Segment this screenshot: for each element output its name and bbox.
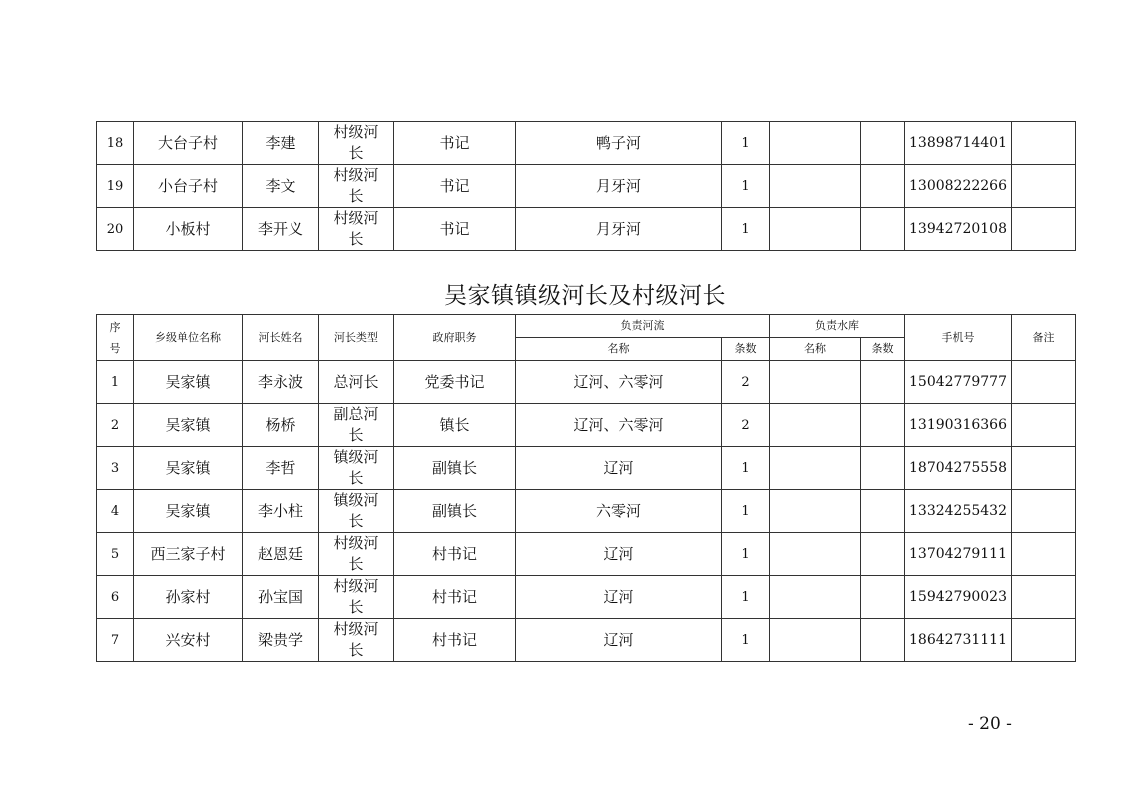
chief-name-cell: 李开义 (243, 208, 319, 251)
header-chief-name: 河长姓名 (243, 315, 319, 361)
note-cell (1012, 533, 1076, 576)
unit-name-cell: 小台子村 (134, 165, 243, 208)
serial-no-cell: 3 (97, 447, 134, 490)
header-phone: 手机号 (905, 315, 1012, 361)
chief-name-cell: 孙宝国 (243, 576, 319, 619)
table-header (97, 315, 1076, 361)
header-rivers: 负责河流 (516, 315, 770, 338)
chief-type-cell: 总河长 (319, 361, 394, 404)
header-reservoir-name: 名称 (770, 338, 861, 361)
table-row (97, 404, 1076, 447)
unit-name-cell: 吴家镇 (134, 490, 243, 533)
chief-name-cell: 梁贵学 (243, 619, 319, 662)
main-table-body (97, 361, 1076, 662)
serial-no-cell: 5 (97, 533, 134, 576)
section-title: 吴家镇镇级河长及村级河长 (444, 283, 726, 309)
unit-name-cell: 大台子村 (134, 122, 243, 165)
note-cell (1012, 165, 1076, 208)
unit-name-cell: 兴安村 (134, 619, 243, 662)
serial-no-cell: 1 (97, 361, 134, 404)
unit-name-cell: 西三家子村 (134, 533, 243, 576)
header-serial-no: 序 号 (97, 315, 134, 361)
river-name-cell: 辽河、六零河 (516, 361, 722, 404)
chief-type-cell: 村级河 长 (319, 619, 394, 662)
river-count-cell: 2 (722, 361, 770, 404)
reservoir-count-cell (861, 490, 905, 533)
phone-cell: 13898714401 (905, 122, 1012, 165)
chief-name-cell: 李建 (243, 122, 319, 165)
river-name-cell: 辽河 (516, 447, 722, 490)
table-row (97, 165, 1076, 208)
header-note: 备注 (1012, 315, 1076, 361)
reservoir-name-cell (770, 576, 861, 619)
river-count-cell: 1 (722, 208, 770, 251)
header-reservoirs: 负责水库 (770, 315, 905, 338)
header-river-name: 名称 (516, 338, 722, 361)
table-row (97, 447, 1076, 490)
serial-no-cell: 4 (97, 490, 134, 533)
header-unit-name: 乡级单位名称 (134, 315, 243, 361)
reservoir-name-cell (770, 122, 861, 165)
government-post-cell: 副镇长 (394, 447, 516, 490)
reservoir-count-cell (861, 165, 905, 208)
note-cell (1012, 490, 1076, 533)
chief-name-cell: 李永波 (243, 361, 319, 404)
unit-name-cell: 吴家镇 (134, 447, 243, 490)
note-cell (1012, 361, 1076, 404)
reservoir-name-cell (770, 165, 861, 208)
phone-cell: 13324255432 (905, 490, 1012, 533)
header-chief-type: 河长类型 (319, 315, 394, 361)
river-name-cell: 辽河、六零河 (516, 404, 722, 447)
header-river-count: 条数 (722, 338, 770, 361)
chief-type-cell: 村级河 长 (319, 165, 394, 208)
chief-type-cell: 镇级河 长 (319, 447, 394, 490)
chief-type-cell: 村级河 长 (319, 576, 394, 619)
government-post-cell: 镇长 (394, 404, 516, 447)
reservoir-count-cell (861, 619, 905, 662)
phone-cell: 15042779777 (905, 361, 1012, 404)
river-name-cell: 鸭子河 (516, 122, 722, 165)
chief-type-cell: 村级河 长 (319, 122, 394, 165)
unit-name-cell: 吴家镇 (134, 404, 243, 447)
chief-type-cell: 村级河 长 (319, 533, 394, 576)
serial-no-cell: 2 (97, 404, 134, 447)
reservoir-name-cell (770, 490, 861, 533)
reservoir-name-cell (770, 533, 861, 576)
river-name-cell: 月牙河 (516, 165, 722, 208)
header-government-post: 政府职务 (394, 315, 516, 361)
chief-name-cell: 杨桥 (243, 404, 319, 447)
river-name-cell: 辽河 (516, 533, 722, 576)
chief-type-cell: 镇级河 长 (319, 490, 394, 533)
page-number: - 20 - (968, 714, 1012, 734)
reservoir-name-cell (770, 361, 861, 404)
river-name-cell: 月牙河 (516, 208, 722, 251)
phone-cell: 13008222266 (905, 165, 1012, 208)
table-row (97, 533, 1076, 576)
phone-cell: 15942790023 (905, 576, 1012, 619)
government-post-cell: 党委书记 (394, 361, 516, 404)
note-cell (1012, 576, 1076, 619)
government-post-cell: 村书记 (394, 533, 516, 576)
phone-cell: 18704275558 (905, 447, 1012, 490)
government-post-cell: 副镇长 (394, 490, 516, 533)
river-name-cell: 六零河 (516, 490, 722, 533)
river-count-cell: 1 (722, 576, 770, 619)
phone-cell: 13942720108 (905, 208, 1012, 251)
river-count-cell: 1 (722, 490, 770, 533)
government-post-cell: 村书记 (394, 576, 516, 619)
river-name-cell: 辽河 (516, 576, 722, 619)
government-post-cell: 村书记 (394, 619, 516, 662)
reservoir-count-cell (861, 404, 905, 447)
chief-type-cell: 副总河 长 (319, 404, 394, 447)
note-cell (1012, 122, 1076, 165)
river-count-cell: 1 (722, 165, 770, 208)
top-table-body (97, 122, 1076, 251)
river-count-cell: 1 (722, 447, 770, 490)
reservoir-count-cell (861, 208, 905, 251)
table-row (97, 208, 1076, 251)
river-count-cell: 2 (722, 404, 770, 447)
chief-name-cell: 李哲 (243, 447, 319, 490)
river-count-cell: 1 (722, 533, 770, 576)
header-reservoir-count: 条数 (861, 338, 905, 361)
government-post-cell: 书记 (394, 165, 516, 208)
river-count-cell: 1 (722, 619, 770, 662)
phone-cell: 18642731111 (905, 619, 1012, 662)
serial-no-cell: 19 (97, 165, 134, 208)
table-row (97, 122, 1076, 165)
phone-cell: 13190316366 (905, 404, 1012, 447)
note-cell (1012, 404, 1076, 447)
reservoir-name-cell (770, 619, 861, 662)
phone-cell: 13704279111 (905, 533, 1012, 576)
reservoir-count-cell (861, 122, 905, 165)
chief-name-cell: 李文 (243, 165, 319, 208)
reservoir-name-cell (770, 404, 861, 447)
chief-type-cell: 村级河 长 (319, 208, 394, 251)
serial-no-cell: 6 (97, 576, 134, 619)
unit-name-cell: 孙家村 (134, 576, 243, 619)
village-river-chief-table-continued (96, 121, 1076, 251)
table-row (97, 490, 1076, 533)
reservoir-count-cell (861, 361, 905, 404)
reservoir-name-cell (770, 208, 861, 251)
table-row (97, 361, 1076, 404)
river-name-cell: 辽河 (516, 619, 722, 662)
government-post-cell: 书记 (394, 208, 516, 251)
chief-name-cell: 李小柱 (243, 490, 319, 533)
chief-name-cell: 赵恩廷 (243, 533, 319, 576)
reservoir-name-cell (770, 447, 861, 490)
note-cell (1012, 208, 1076, 251)
serial-no-cell: 7 (97, 619, 134, 662)
reservoir-count-cell (861, 447, 905, 490)
river-count-cell: 1 (722, 122, 770, 165)
reservoir-count-cell (861, 576, 905, 619)
reservoir-count-cell (861, 533, 905, 576)
serial-no-cell: 18 (97, 122, 134, 165)
unit-name-cell: 小板村 (134, 208, 243, 251)
wujia-town-river-chief-table (96, 314, 1076, 662)
table-row (97, 576, 1076, 619)
serial-no-cell: 20 (97, 208, 134, 251)
note-cell (1012, 447, 1076, 490)
government-post-cell: 书记 (394, 122, 516, 165)
table-row (97, 619, 1076, 662)
note-cell (1012, 619, 1076, 662)
unit-name-cell: 吴家镇 (134, 361, 243, 404)
